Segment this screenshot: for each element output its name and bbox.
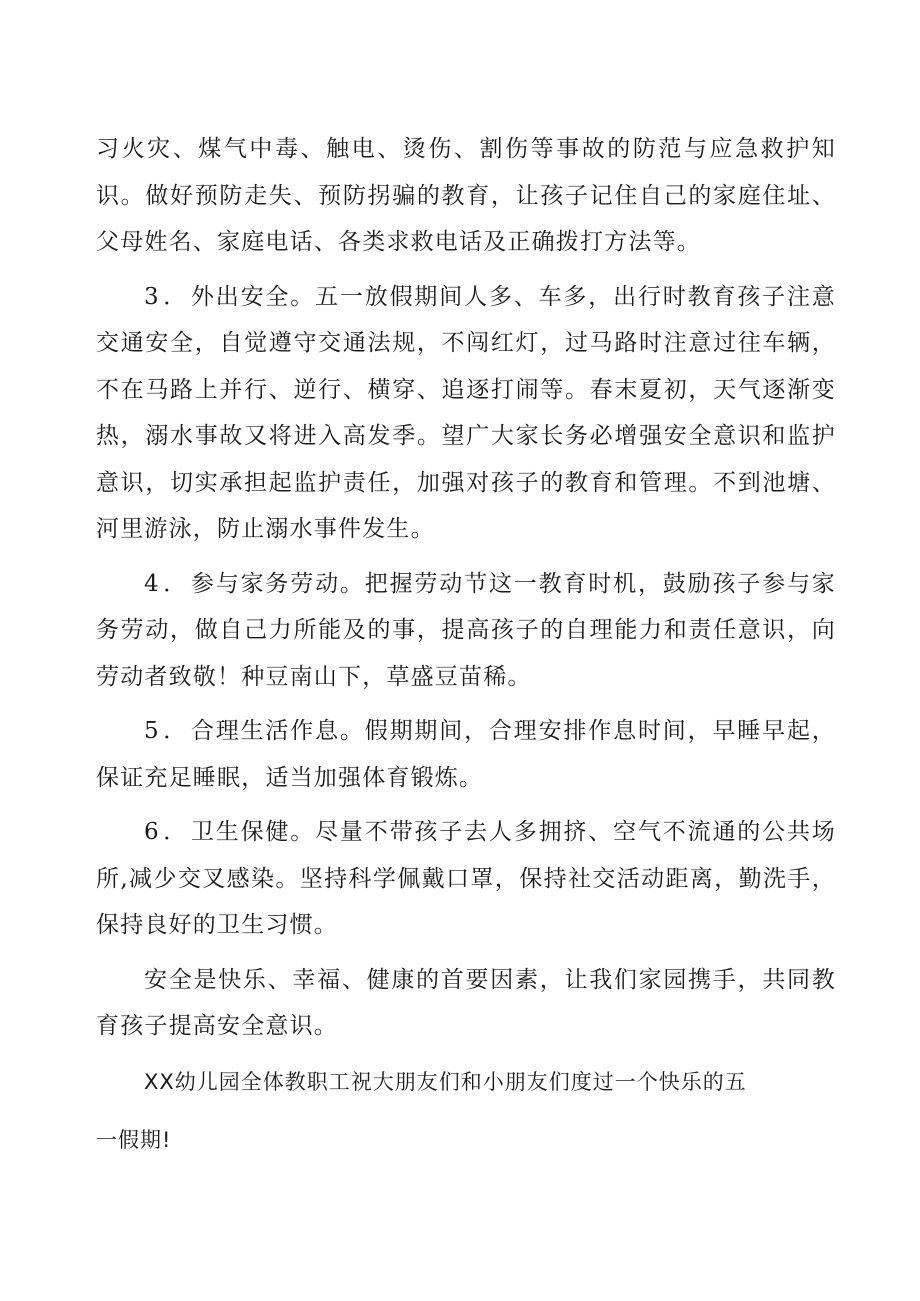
- closing-greeting-line-2: 一假期!: [96, 1127, 172, 1152]
- paragraph-item-6: [96, 809, 836, 949]
- item-number: 3．: [144, 283, 191, 310]
- item-text: 卫生保健。尽量不带孩子去人多拥挤、空气不流通的公共场所,减少交叉感染。坚持科学佩戴口罩，保持社交活动距离，勤洗手，保持良好的卫生习惯。: [96, 819, 836, 938]
- item-number: 5．: [144, 718, 191, 744]
- item-number: 4．: [144, 570, 191, 597]
- closing-greeting-line-1: XX幼儿园全体教职工祝大朋友们和小朋友们度过一个快乐的五: [144, 1069, 747, 1094]
- paragraph-item-4: [96, 561, 836, 701]
- paragraph-safety-knowledge: 习火灾、煤气中毒、触电、烫伤、割伤等事故的防范与应急救护知识。做好预防走失、预防拐骗的教育，让孩子记住自己的家庭住址、父母姓名、家庭电话、各类求救电话及正确拨打方法等。: [96, 136, 836, 255]
- item-text: 外出安全。五一放假期间人多、车多，出行时教育孩子注意交通安全，自觉遵守交通法规，不闯红灯，过马路时注意过往车辆，不在马路上并行、逆行、横穿、追逐打闹等。春末夏初，天气逐渐变热，溺水事故又将进入高发季。望广大家长务必增强安全意识和监护意识，切实承担起监护责任，加强对孩子的教育和管理。不到池塘、河里游泳，防止溺水事件发生。: [96, 283, 836, 542]
- item-number: 6．: [144, 819, 191, 845]
- item-text: 参与家务劳动。把握劳动节这一教育时机，鼓励孩子参与家务劳动，做自己力所能及的事，提高孩子的自理能力和责任意识，向劳动者致敬！种豆南山下，草盛豆苗稀。: [96, 570, 836, 690]
- paragraph-summary: 安全是快乐、幸福、健康的首要因素，让我们家园携手，共同教育孩子提高安全意识。: [96, 966, 836, 1039]
- paragraph-item-3: [96, 274, 836, 553]
- paragraph-item-5: [96, 708, 836, 801]
- item-text: 合理生活作息。假期期间，合理安排作息时间，早睡早起，保证充足睡眠，适当加强体育锻炼。: [96, 718, 836, 791]
- document-page: [96, 126, 836, 1164]
